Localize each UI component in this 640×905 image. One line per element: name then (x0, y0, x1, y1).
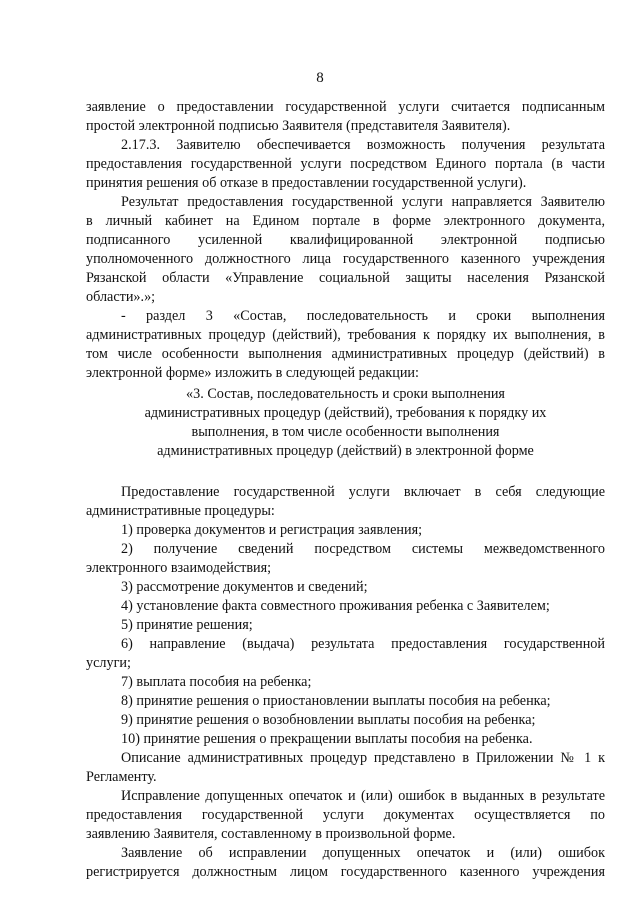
text-line: предоставления государственной услуги документах осуществляется по (86, 807, 605, 823)
text-line: - раздел 3 «Состав, последовательность и сроки выполнения (121, 308, 605, 324)
text-line: административные процедуры: (86, 503, 275, 519)
list-item: 5) принятие решения; (121, 617, 253, 633)
list-item: 6) направление (выдача) результата предоставления государственной (121, 636, 605, 652)
list-item-continuation: услуги; (86, 655, 131, 671)
list-item: 4) установление факта совместного проживания ребенка с Заявителем; (121, 598, 550, 614)
section-heading-line: «3. Состав, последовательность и сроки выполнения (186, 386, 505, 402)
text-line: заявление о предоставлении государственной услуги считается подписанным (86, 99, 605, 115)
list-item: 9) принятие решения о возобновлении выплаты пособия на ребенка; (121, 712, 536, 728)
text-line: административных процедур (действий), требования к порядку их выполнения, в (86, 327, 605, 343)
text-line: уполномоченного должностного лица государственного казенного учреждения (86, 251, 605, 267)
text-line: в личный кабинет на Едином портале в форме электронного документа, (86, 213, 605, 229)
text-line: Результат предоставления государственной услуги направляется Заявителю (121, 194, 605, 210)
text-line: подписанного усиленной квалифицированной электронной подписью (86, 232, 605, 248)
text-line: Описание административных процедур представлено в Приложении № 1 к (121, 750, 605, 766)
list-item: 8) принятие решения о приостановлении выплаты пособия на ребенка; (121, 693, 551, 709)
section-heading-line: административных процедур (действий) в электронной форме (157, 443, 534, 459)
list-item: 2) получение сведений посредством системы межведомственного (121, 541, 605, 557)
list-item: 3) рассмотрение документов и сведений; (121, 579, 368, 595)
text-line: принятия решения об отказе в предоставлении государственной услуги). (86, 175, 527, 191)
text-line: Рязанской области «Управление социальной защиты населения Рязанской (86, 270, 605, 286)
text-line: простой электронной подписью Заявителя (представителя Заявителя). (86, 118, 511, 134)
text-line: электронной форме» изложить в следующей редакции: (86, 365, 419, 381)
text-line: регистрируется должностным лицом государственного казенного учреждения (86, 864, 605, 880)
text-line: Исправление допущенных опечаток и (или) ошибок в выданных в результате (121, 788, 605, 804)
section-heading-line: административных процедур (действий), требования к порядку их (144, 405, 547, 421)
section-heading-line: выполнения, в том числе особенности выполнения (191, 424, 500, 440)
text-line: 2.17.3. Заявителю обеспечивается возможность получения результата (121, 137, 605, 153)
list-item: 1) проверка документов и регистрация заявления; (121, 522, 423, 538)
list-item: 7) выплата пособия на ребенка; (121, 674, 312, 690)
list-item: 10) принятие решения о прекращении выплаты пособия на ребенка. (121, 731, 533, 747)
text-line: том числе особенности выполнения административных процедур (действий) в (86, 346, 605, 362)
list-item-continuation: электронного взаимодействия; (86, 560, 272, 576)
text-line: Предоставление государственной услуги включает в себя следующие (121, 484, 605, 500)
text-line: заявлению Заявителя, составленному в произвольной форме. (86, 826, 456, 842)
text-line: области».»; (86, 289, 156, 305)
text-line: Заявление об исправлении допущенных опечаток и (или) ошибок (121, 845, 605, 861)
text-line: предоставления государственной услуги посредством Единого портала (в части (86, 156, 605, 172)
text-line: Регламенту. (86, 769, 157, 785)
page-number: 8 (316, 70, 324, 86)
